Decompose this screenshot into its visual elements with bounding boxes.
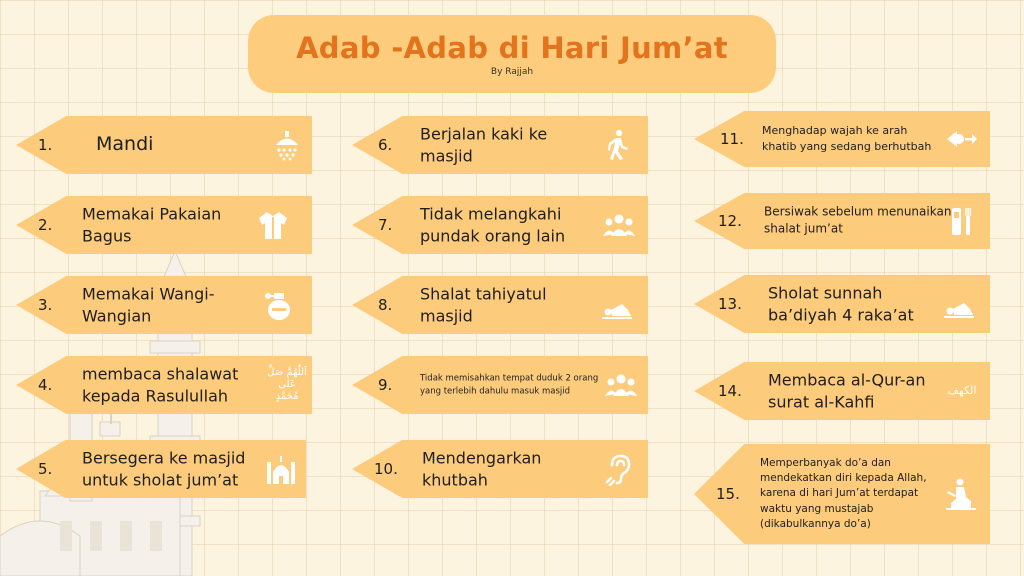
item-number: 7. <box>378 216 393 234</box>
face-direction-icon <box>944 122 978 156</box>
item-label: membaca shalawat kepada Rasulullah <box>82 364 239 405</box>
item-number: 12. <box>718 212 742 230</box>
list-item-15 <box>694 444 990 544</box>
item-label: Bersiwak sebelum menunaikan shalat jum’at <box>764 204 952 236</box>
item-label: Berjalan kaki ke masjid <box>420 124 548 165</box>
item-number: 11. <box>720 130 744 148</box>
item-number: 1. <box>38 136 53 154</box>
al-kahfi-calligraphy-icon: الكهف <box>947 384 977 398</box>
item-label: Mendengarkan khutbah <box>422 448 542 489</box>
prostrating-icon <box>942 287 976 321</box>
item-number: 10. <box>374 460 398 478</box>
item-number: 4. <box>38 376 53 394</box>
page-title: Adab -Adab di Hari Jum’at <box>296 31 728 65</box>
list-item-13 <box>694 275 990 333</box>
item-label: Memperbanyak do’a dan mendekatkan diri kepada Allah, karena di hari Jum’at terdapat waktu yang mustajab (dikabulkannya do’a) <box>760 456 927 530</box>
item-number: 15. <box>716 485 740 503</box>
item-number: 14. <box>718 382 742 400</box>
shower-icon <box>270 128 304 162</box>
item-label: Tidak memisahkan tempat duduk 2 orang yang terlebih dahulu masuk masjid <box>420 373 599 396</box>
item-number: 5. <box>38 460 53 478</box>
item-label: Mandi <box>96 133 154 156</box>
mosque-icon <box>264 452 298 486</box>
list-item-4 <box>16 356 312 414</box>
list-item-7 <box>352 196 648 254</box>
item-number: 2. <box>38 216 53 234</box>
list-item-8 <box>352 276 648 334</box>
item-label: Membaca al-Qur-an surat al-Kahfi <box>768 370 926 411</box>
title-banner <box>248 15 776 93</box>
page-subtitle: By Rajjah <box>490 67 534 77</box>
item-number: 9. <box>378 376 393 394</box>
item-label: Bersegera ke masjid untuk sholat jum’at <box>82 448 246 489</box>
list-item-1 <box>16 116 312 174</box>
item-label: Tidak melangkahi pundak orang lain <box>420 204 566 245</box>
list-item-2 <box>16 196 312 254</box>
item-number: 13. <box>718 295 742 313</box>
praying-person-icon <box>944 477 978 511</box>
list-item-9 <box>352 356 648 414</box>
shalawat-calligraphy-icon: اَللّٰهُمَّ صَلِّ عَلٰى مُحَمَّدٍ <box>267 367 307 402</box>
item-label: Memakai Wangi-Wangian <box>82 284 215 325</box>
walking-icon <box>600 128 634 162</box>
list-item-6 <box>352 116 648 174</box>
group-people-icon <box>604 368 638 402</box>
item-number: 6. <box>378 136 393 154</box>
item-number: 3. <box>38 296 53 314</box>
prostrating-icon <box>600 288 634 322</box>
list-item-5 <box>16 440 306 498</box>
item-number: 8. <box>378 296 393 314</box>
list-item-12 <box>694 193 990 249</box>
list-item-11 <box>694 111 990 167</box>
list-item-10 <box>352 440 648 498</box>
item-label: Sholat sunnah ba’diyah 4 raka’at <box>768 283 914 324</box>
shirt-icon <box>256 208 290 242</box>
hearing-icon <box>602 452 636 486</box>
toothbrush-icon <box>946 204 980 238</box>
list-item-3 <box>16 276 312 334</box>
item-label: Shalat tahiyatul masjid <box>420 284 547 325</box>
item-label: Memakai Pakaian Bagus <box>82 204 222 245</box>
list-item-14 <box>694 362 990 420</box>
group-people-icon <box>602 208 636 242</box>
item-label: Menghadap wajah ke arah khatib yang sedang berhutbah <box>762 124 932 153</box>
perfume-icon <box>262 288 296 322</box>
